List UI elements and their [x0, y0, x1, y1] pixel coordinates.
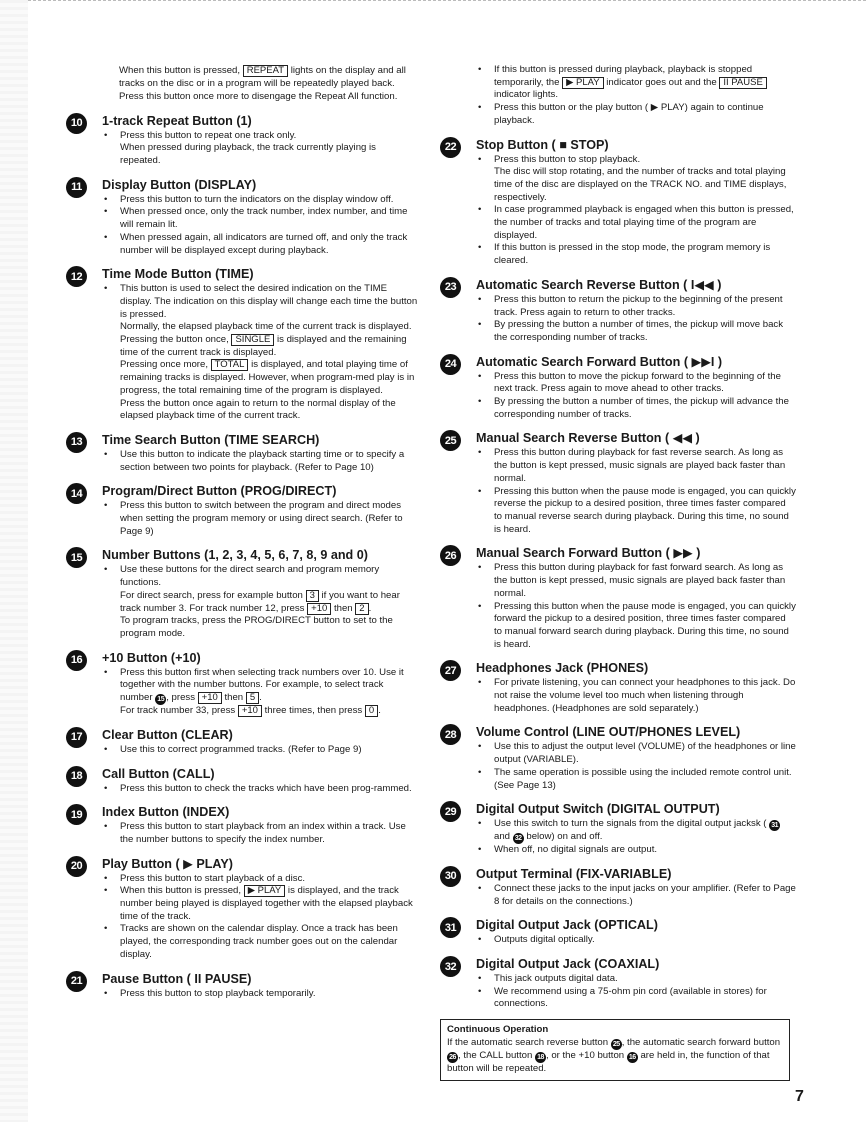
page-number: 7: [795, 1088, 804, 1105]
item-30: 30 Output Terminal (FIX-VARIABLE) • Connect these jacks to the input jacks on your amplifier. (Refer to Page 8 for details on the connections.): [440, 867, 796, 908]
ref-circle: 16: [627, 1052, 638, 1063]
item-11: 11 Display Button (DISPLAY) • Press this button to turn the indicators on the display window off. • When pressed once, only the track number, index number, and time will remain lit. • When pressed again, all indicators are turned off, and only the track number will be displayed except during playback.: [66, 178, 418, 258]
item-number: 24: [440, 354, 461, 375]
item-title: Call Button (CALL): [102, 766, 215, 781]
ref-circle: 32: [513, 833, 524, 844]
item-number: 18: [66, 766, 87, 787]
key-3: 3: [306, 590, 319, 602]
item-21-continued: • If this button is pressed during playback, playback is stopped temporarily, the ▶ PLAY indicator goes out and the II PAUSE indicator lights. • Press this button or the play button ( ▶ PLAY) again to continue playback.: [440, 64, 796, 128]
continuous-operation-note: [440, 1019, 790, 1080]
item-title: Clear Button (CLEAR): [102, 727, 233, 742]
item-title: Display Button (DISPLAY): [102, 177, 257, 192]
item-number: 30: [440, 866, 461, 887]
item-31: 31 Digital Output Jack (OPTICAL) • Outputs digital optically.: [440, 918, 796, 947]
item-title: Headphones Jack (PHONES): [476, 661, 649, 676]
item-number: 25: [440, 430, 461, 451]
play-indicator: ▶ PLAY: [562, 77, 604, 89]
key-plus10: +10: [307, 603, 331, 615]
right-column: [440, 64, 796, 1081]
repeat-all-intro: When this button is pressed, REPEAT lights on the display and all tracks on the disc or in a program will be repeatedly played back. Press this button once more to disengage the Repeat All function.: [119, 65, 406, 103]
item-19: 19 Index Button (INDEX) • Press this button to start playback from an index within a track. Use the number buttons to specify the index number.: [66, 805, 418, 846]
item-number: 21: [66, 971, 87, 992]
item-28: 28 Volume Control (LINE OUT/PHONES LEVEL) • Use this to adjust the output level (VOLUME) of the headphones or line output (VARIABLE). • The same operation is possible using the included remote control unit. (See Page 13): [440, 725, 796, 792]
item-number: 14: [66, 483, 87, 504]
item-title: Time Mode Button (TIME): [102, 267, 254, 282]
item-number: 13: [66, 432, 87, 453]
key-5: 5: [246, 692, 259, 704]
item-title: Pause Button ( II PAUSE): [102, 971, 252, 986]
item-title: Manual Search Reverse Button ( ◀◀ ): [476, 431, 700, 446]
item-number: 16: [66, 650, 87, 671]
item-number: 10: [66, 113, 87, 134]
item-27: 27 Headphones Jack (PHONES) • For private listening, you can connect your headphones to this jack. Do not raise the volume level too much when listening through headphones. (Headphones are sold separately.): [440, 661, 796, 715]
item-number: 22: [440, 137, 461, 158]
item-number: 29: [440, 801, 461, 822]
item-number: 26: [440, 545, 461, 566]
item-32: 32 Digital Output Jack (COAXIAL) • This jack outputs digital data. • We recommend using a 75-ohm pin cord (available in stores) for connections.: [440, 957, 796, 1011]
item-title: Automatic Search Forward Button ( ▶▶I ): [476, 354, 723, 369]
item-title: Stop Button ( ■ STOP): [476, 137, 609, 152]
item-number: 20: [66, 856, 87, 877]
left-column: [66, 64, 418, 1000]
ref-circle: 26: [447, 1052, 458, 1063]
item-number: 11: [66, 177, 87, 198]
note-body: If the automatic search reverse button 25 , the automatic search forward button 26 , the CALL button 18 , or the +10 button 16 are held in, the function of that button will be repeated.: [447, 1036, 781, 1074]
item-number: 15: [66, 547, 87, 568]
item-title: Number Buttons (1, 2, 3, 4, 5, 6, 7, 8, 9 and 0): [102, 548, 368, 563]
item-title: Time Search Button (TIME SEARCH): [102, 432, 320, 447]
item-title: Index Button (INDEX): [102, 805, 230, 820]
single-indicator: SINGLE: [231, 334, 274, 346]
key-2: 2: [355, 603, 368, 615]
item-17: 17 Clear Button (CLEAR) • Use this to correct programmed tracks. (Refer to Page 9): [66, 728, 418, 757]
item-title: Manual Search Forward Button ( ▶▶ ): [476, 546, 701, 561]
item-title: Digital Output Jack (COAXIAL): [476, 957, 660, 972]
item-13: 13 Time Search Button (TIME SEARCH) • Use this button to indicate the playback starting time or to specify a section between two points for playback. (Refer to Page 10): [66, 433, 418, 474]
item-23: 23 Automatic Search Reverse Button ( I◀◀ ) • Press this button to return the pickup to the beginning of the present track. Press again to return to other tracks. • By pressing the button a number of times, the pickup will move back the corresponding number of tracks.: [440, 278, 796, 345]
item-number: 32: [440, 956, 461, 977]
item-title: Volume Control (LINE OUT/PHONES LEVEL): [476, 725, 741, 740]
item-15: 15 Number Buttons (1, 2, 3, 4, 5, 6, 7, 8, 9 and 0) • Use these buttons for the direct search and program memory functions. For direct search, press for example button 3 if you want to hear track number 3. For track number 12, press +10 then 2 . To program tracks, press the PROG/DIRECT button to set to the program mode.: [66, 548, 418, 640]
item-14: 14 Program/Direct Button (PROG/DIRECT) • Press this button to switch between the program and direct modes when setting the program memory or using direct search. (Refer to Page 9): [66, 484, 418, 538]
item-number: 31: [440, 917, 461, 938]
repeat-indicator: REPEAT: [243, 65, 288, 77]
item-25: 25 Manual Search Reverse Button ( ◀◀ ) • Press this button during playback for fast reverse search. As long as the button is kept pressed, music signals are played back faster than normal. • Pressing this button when the pause mode is engaged, you can quickly reverse the pickup to a desired position, three times faster compared to manual reverse search during playback. During this time, no sound is heard.: [440, 431, 796, 536]
item-number: 17: [66, 727, 87, 748]
item-title: +10 Button (+10): [102, 650, 201, 665]
pause-indicator: II PAUSE: [719, 77, 766, 89]
play-indicator: ▶ PLAY: [244, 885, 286, 897]
item-title: 1-track Repeat Button (1): [102, 113, 252, 128]
key-0: 0: [365, 705, 378, 717]
item-10: 10 1-track Repeat Button (1) • Press this button to repeat one track only. When pressed during playback, the track currently playing is repeated.: [66, 114, 418, 168]
scan-top-edge: [28, 0, 866, 7]
item-21: 21 Pause Button ( II PAUSE) • Press this button to stop playback temporarily.: [66, 972, 418, 1001]
item-title: Play Button ( ▶ PLAY): [102, 856, 233, 871]
key-plus10: +10: [238, 705, 262, 717]
key-plus10: +10: [198, 692, 222, 704]
item-title: Automatic Search Reverse Button ( I◀◀ ): [476, 277, 722, 292]
ref-circle: 31: [769, 820, 780, 831]
note-title: Continuous Operation: [447, 1024, 549, 1036]
item-number: 19: [66, 804, 87, 825]
item-18: 18 Call Button (CALL) • Press this button to check the tracks which have been prog-rammed.: [66, 767, 418, 796]
item-26: 26 Manual Search Forward Button ( ▶▶ ) • Press this button during playback for fast forward search. As long as the button is kept pressed, music signals are played back faster than normal. • Pressing this button when the pause mode is engaged, you can quickly forward the pickup to a desired position, three times faster compared to manual forward search during playback. During this time, no sound is heard.: [440, 546, 796, 651]
item-number: 28: [440, 724, 461, 745]
ref-circle: 18: [535, 1052, 546, 1063]
item-title: Digital Output Jack (OPTICAL): [476, 918, 658, 933]
item-16: 16 +10 Button (+10) • Press this button first when selecting track numbers over 10. Use it together with the number buttons. For example, to select track number 15 , press +10 then 5 . For track number 33, press +10 three times, then press 0 .: [66, 651, 418, 718]
ref-circle: 25: [611, 1039, 622, 1050]
item-24: 24 Automatic Search Forward Button ( ▶▶I ) • Press this button to move the pickup forward to the beginning of the next track. Press again to move ahead to other tracks. • By pressing the button a number of times, the pickup will advance the corresponding number of tracks.: [440, 355, 796, 422]
item-title: Program/Direct Button (PROG/DIRECT): [102, 484, 337, 499]
ref-circle: 15: [155, 694, 166, 705]
item-number: 12: [66, 266, 87, 287]
scan-margin: [0, 0, 28, 1122]
total-indicator: TOTAL: [211, 359, 249, 371]
item-22: 22 Stop Button ( ■ STOP) • Press this button to stop playback. The disc will stop rotating, and the number of tracks and total playing time of the disc are displayed on the TRACK NO. and TIME displays, respectively. • In case programmed playback is engaged when this button is pressed, the number of tracks and total playing time of the program are displayed. • If this button is pressed in the stop mode, the program memory is cleared.: [440, 138, 796, 268]
item-title: Digital Output Switch (DIGITAL OUTPUT): [476, 802, 720, 817]
item-number: 27: [440, 660, 461, 681]
item-title: Output Terminal (FIX-VARIABLE): [476, 866, 672, 881]
item-20: 20 Play Button ( ▶ PLAY) • Press this button to start playback of a disc. • When this button is pressed, ▶ PLAY is displayed, and the track number being played is displayed together with the elapsed playback time of the track. • Tracks are shown on the calendar display. Once a track has been played, the corresponding track number goes out on the calendar display.: [66, 857, 418, 962]
item-number: 23: [440, 277, 461, 298]
item-29: 29 Digital Output Switch (DIGITAL OUTPUT) • Use this switch to turn the signals from the digital output jacksk ( 31 and 32 below) on and off. • When off, no digital signals are output.: [440, 802, 796, 857]
item-12: 12 Time Mode Button (TIME) • This button is used to select the desired indication on the TIME display. The indication on this display will change each time the button is pressed. Normally, the elapsed playback time of the current track is displayed. Pressing the button once, SINGLE is displayed and the remaining time of the current track is displayed. Pressing once more, TOTAL is displayed, and total playing time of remaining tracks is displayed. However, when program-med play is in progress, the total remaining time of the program is displayed. Press the button once again to return to the normal display of the elapsed playback time of the current track.: [66, 267, 418, 423]
